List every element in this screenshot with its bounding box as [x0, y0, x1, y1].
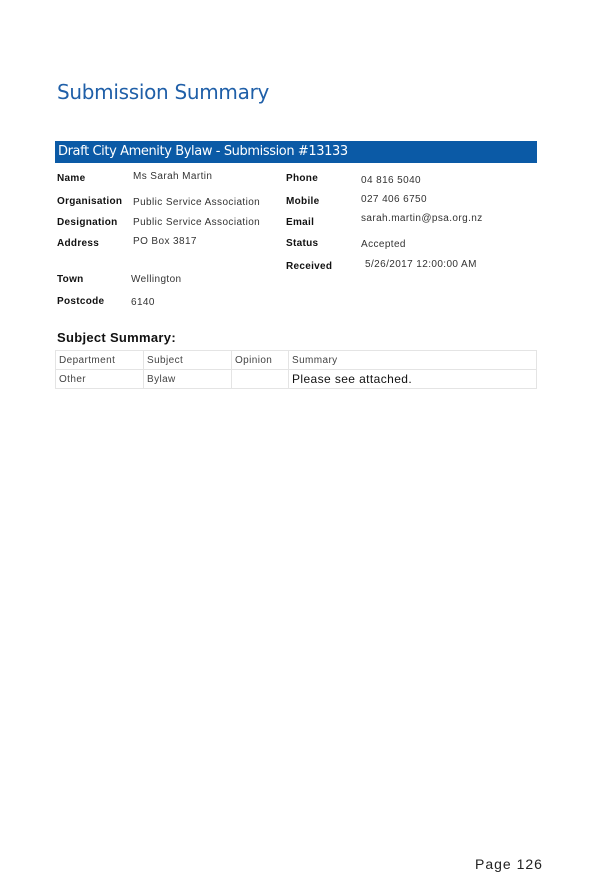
column-header-subject: Subject — [144, 351, 232, 370]
town-value: Wellington — [131, 274, 182, 285]
table-row — [56, 370, 537, 389]
column-header-summary: Summary — [289, 351, 537, 370]
mobile-value: 027 406 6750 — [361, 194, 427, 205]
cell-opinion — [232, 370, 289, 389]
postcode-value: 6140 — [131, 297, 155, 308]
status-value: Accepted — [361, 239, 406, 250]
status-label: Status — [286, 238, 319, 249]
name-label: Name — [57, 173, 86, 184]
address-value: PO Box 3817 — [133, 236, 197, 247]
address-label: Address — [57, 238, 100, 249]
page-number: Page 126 — [475, 856, 543, 872]
phone-label: Phone — [286, 173, 319, 184]
postcode-label: Postcode — [57, 296, 105, 307]
column-header-department: Department — [56, 351, 144, 370]
subject-summary-heading: Subject Summary: — [57, 330, 176, 345]
designation-value: Public Service Association — [133, 217, 261, 228]
organisation-label: Organisation — [57, 196, 123, 207]
subject-summary-table — [55, 350, 537, 389]
table-header-row — [56, 351, 537, 370]
designation-label: Designation — [57, 217, 118, 228]
phone-value: 04 816 5040 — [361, 175, 422, 186]
cell-department: Other — [56, 370, 144, 389]
column-header-opinion: Opinion — [232, 351, 289, 370]
email-value: sarah.martin@psa.org.nz — [361, 213, 483, 224]
town-label: Town — [57, 274, 84, 285]
mobile-label: Mobile — [286, 196, 320, 207]
submission-banner: Draft City Amenity Bylaw - Submission #13133 — [55, 141, 537, 163]
page-title: Submission Summary — [57, 80, 270, 104]
organisation-value: Public Service Association — [133, 197, 261, 208]
received-value: 5/26/2017 12:00:00 AM — [365, 259, 477, 270]
name-value: Ms Sarah Martin — [133, 171, 213, 182]
received-label: Received — [286, 261, 333, 272]
email-label: Email — [286, 217, 315, 228]
cell-subject: Bylaw — [144, 370, 232, 389]
cell-summary: Please see attached. — [289, 370, 537, 389]
